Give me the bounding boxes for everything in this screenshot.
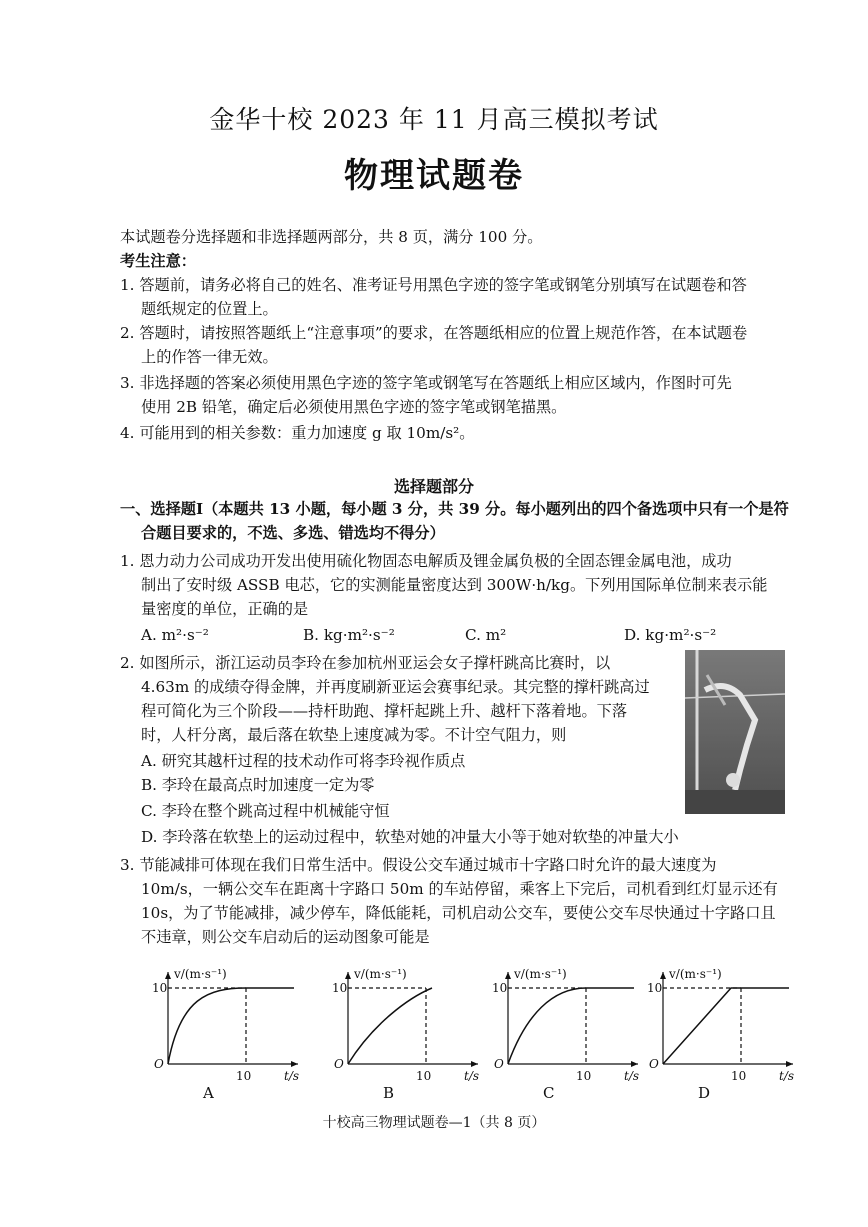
t-axis-arrow bbox=[786, 1061, 793, 1067]
v-axis-arrow bbox=[345, 972, 351, 979]
q2-option-a: A. 研究其越杆过程的技术动作可将李玲视作质点 bbox=[141, 752, 466, 770]
q2-line3: 程可简化为三个阶段——持杆助跑、撑杆起跳上升、越杆下落着地。下落 bbox=[141, 702, 627, 720]
velocity-curve bbox=[508, 988, 634, 1064]
graph-c bbox=[490, 960, 663, 1105]
exam-title: 金华十校 2023 年 11 月高三模拟考试 bbox=[209, 105, 659, 134]
q2-line4: 时，人杆分离，最后落在软垫上速度减为零。不计空气阻力，则 bbox=[141, 726, 567, 744]
notice-item-3-line2: 使用 2B 铅笔，确定后必须使用黑色字迹的签字笔或钢笔描黑。 bbox=[141, 398, 567, 416]
t-tick-label: 10 bbox=[236, 1069, 252, 1083]
part1-heading-bold: 一、选择题Ⅰ bbox=[120, 500, 204, 518]
velocity-curve bbox=[348, 988, 432, 1064]
notice-item-4: 4. 可能用到的相关参数：重力加速度 g 取 10m/s²。 bbox=[120, 424, 475, 442]
graph-b bbox=[330, 960, 500, 1105]
t-tick-label: 10 bbox=[576, 1069, 592, 1083]
q2-line1: 2. 如图所示，浙江运动员李玲在参加杭州亚运会女子撑杆跳高比赛时，以 bbox=[120, 654, 611, 672]
notice-item-1-line2: 题纸规定的位置上。 bbox=[141, 300, 278, 318]
graph-d bbox=[645, 960, 815, 1105]
notice-item-3-line1: 3. 非选择题的答案必须使用黑色字迹的签字笔或钢笔写在答题纸上相应区域内，作图时可先 bbox=[120, 374, 732, 392]
notice-item-1-line1: 1. 答题前，请务必将自己的姓名、准考证号用黑色字迹的签字笔或钢笔分别填写在试题卷和答 bbox=[120, 276, 747, 294]
t-axis-arrow bbox=[631, 1061, 638, 1067]
v-axis-label: v/(m·s⁻¹) bbox=[669, 967, 722, 981]
q3-line4: 不违章，则公交车启动后的运动图象可能是 bbox=[141, 928, 430, 946]
q3-line1: 3. 节能减排可体现在我们日常生活中。假设公交车通过城市十字路口时允许的最大速度为 bbox=[120, 856, 717, 874]
v-tick-label: 10 bbox=[332, 981, 348, 995]
q1-line3: 量密度的单位，正确的是 bbox=[141, 600, 309, 618]
notice-item-2-line1: 2. 答题时，请按照答题纸上“注意事项”的要求，在答题纸相应的位置上规范作答，在本试题卷 bbox=[120, 324, 748, 342]
q2-option-d: D. 李玲落在软垫上的运动过程中，软垫对她的冲量大小等于她对软垫的冲量大小 bbox=[141, 828, 679, 846]
origin-label: O bbox=[334, 1057, 344, 1071]
section-title: 选择题部分 bbox=[393, 477, 474, 496]
t-axis-arrow bbox=[291, 1061, 298, 1067]
origin-label: O bbox=[154, 1057, 164, 1071]
velocity-curve bbox=[168, 988, 294, 1064]
exam-subtitle: 物理试题卷 bbox=[344, 156, 524, 196]
v-axis-arrow bbox=[165, 972, 171, 979]
q3-line2: 10m/s，一辆公交车在距离十字路口 50m 的车站停留，乘客上下完后，司机看到红灯显示还有 bbox=[141, 880, 778, 898]
part1-heading-line2: 合题目要求的，不选、多选、错选均不得分） bbox=[141, 524, 445, 542]
graph-caption: B bbox=[383, 1084, 395, 1102]
v-axis-arrow bbox=[505, 972, 511, 979]
graph-caption: A bbox=[203, 1084, 214, 1102]
v-tick-label: 10 bbox=[647, 981, 663, 995]
graph-b-svg bbox=[330, 960, 500, 1105]
part1-heading bbox=[120, 498, 789, 520]
t-tick-label: 10 bbox=[731, 1069, 747, 1083]
q1-option-b: B. kg·m²·s⁻² bbox=[303, 626, 395, 644]
v-axis-arrow bbox=[660, 972, 666, 979]
pole-vault-photo bbox=[685, 650, 785, 814]
q1-option-a: A. m²·s⁻² bbox=[141, 626, 209, 644]
t-tick-label: 10 bbox=[416, 1069, 432, 1083]
graph-d-svg bbox=[645, 960, 815, 1105]
origin-label: O bbox=[649, 1057, 659, 1071]
t-axis-label: t/s bbox=[779, 1069, 795, 1083]
q2-option-b: B. 李玲在最高点时加速度一定为零 bbox=[141, 776, 375, 794]
graph-c-svg bbox=[490, 960, 663, 1105]
graph-caption: D bbox=[698, 1084, 711, 1102]
intro-text: 本试题卷分选择题和非选择题两部分，共 8 页，满分 100 分。 bbox=[120, 228, 543, 246]
v-axis-label: v/(m·s⁻¹) bbox=[514, 967, 567, 981]
graph-a bbox=[150, 960, 320, 1105]
notice-heading: 考生注意： bbox=[120, 252, 196, 270]
t-axis-label: t/s bbox=[464, 1069, 480, 1083]
q3-line3: 10s，为了节能减排，减少停车，降低能耗，司机启动公交车，要使公交车尽快通过十字路口且 bbox=[141, 904, 776, 922]
q2-option-c: C. 李玲在整个跳高过程中机械能守恒 bbox=[141, 802, 390, 820]
v-axis-label: v/(m·s⁻¹) bbox=[354, 967, 407, 981]
part1-heading-rest: （本题共 13 小题，每小题 3 分，共 39 分。每小题列出的四个备选项中只有一个是符 bbox=[203, 500, 789, 518]
v-tick-label: 10 bbox=[152, 981, 168, 995]
t-axis-label: t/s bbox=[284, 1069, 300, 1083]
q1-line2: 制出了安时级 ASSB 电芯，它的实测能量密度达到 300W·h/kg。下列用国际单位制来表示能 bbox=[141, 576, 768, 594]
velocity-curve bbox=[663, 988, 789, 1064]
notice-item-2-line2: 上的作答一律无效。 bbox=[141, 348, 278, 366]
v-tick-label: 10 bbox=[492, 981, 508, 995]
v-axis-label: v/(m·s⁻¹) bbox=[174, 967, 227, 981]
graph-a-svg bbox=[150, 960, 320, 1105]
t-axis-arrow bbox=[471, 1061, 478, 1067]
q1-line1: 1. 恩力动力公司成功开发出使用硫化物固态电解质及锂金属负极的全固态锂金属电池，成功 bbox=[120, 552, 732, 570]
page-footer: 十校高三物理试题卷—1（共 8 页） bbox=[322, 1115, 546, 1131]
q1-option-c: C. m² bbox=[465, 626, 507, 644]
q1-option-d: D. kg·m²·s⁻² bbox=[624, 626, 717, 644]
origin-label: O bbox=[494, 1057, 504, 1071]
q2-line2: 4.63m 的成绩夺得金牌，并再度刷新亚运会赛事纪录。其完整的撑杆跳高过 bbox=[141, 678, 650, 696]
t-axis-label: t/s bbox=[624, 1069, 640, 1083]
graph-caption: C bbox=[543, 1084, 555, 1102]
